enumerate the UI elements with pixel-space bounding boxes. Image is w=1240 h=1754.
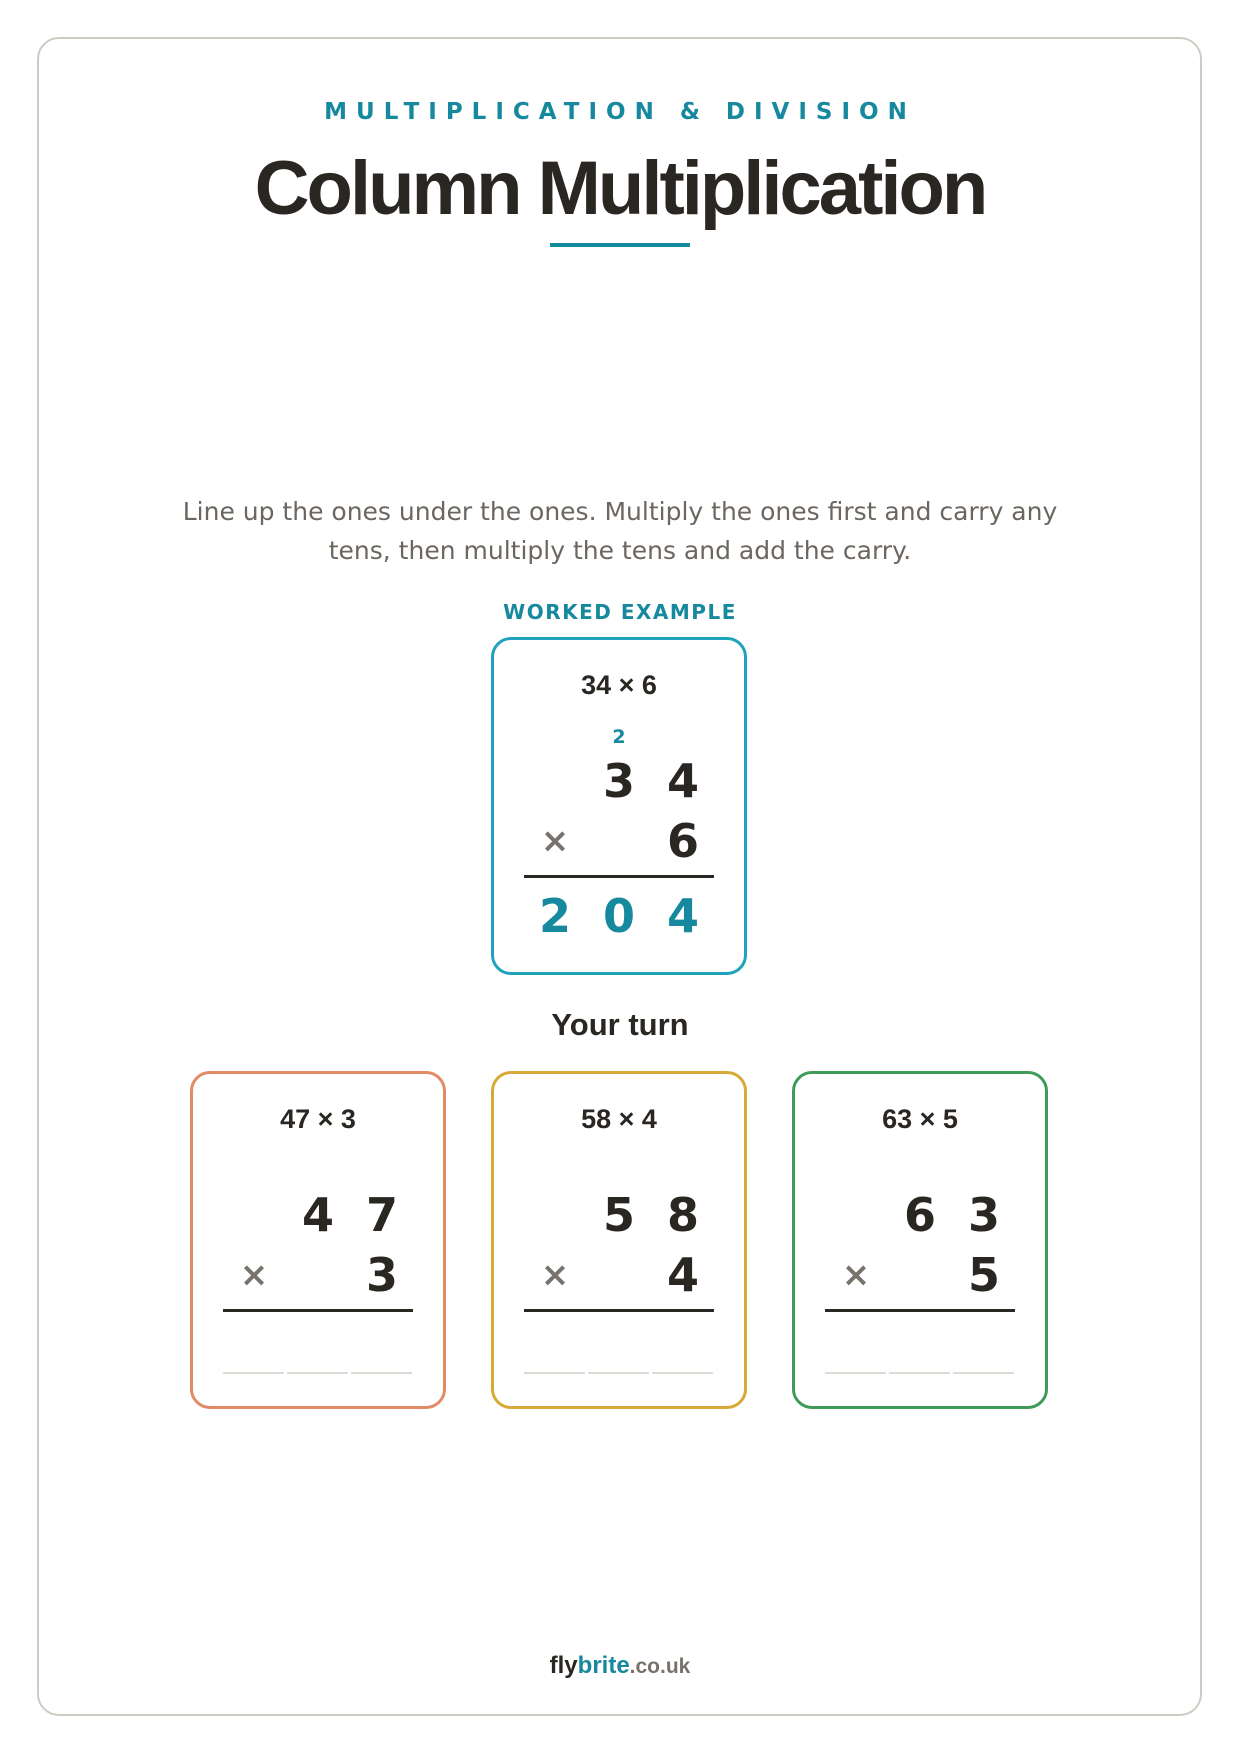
- problem-label: 58 × 4: [581, 1104, 657, 1134]
- problem-label: 63 × 5: [882, 1104, 958, 1134]
- worked-example-label: WORKED EXAMPLE: [503, 600, 737, 624]
- practice-card: [792, 1071, 1048, 1409]
- answer-blank-tens[interactable]: [287, 1372, 348, 1374]
- brand-domain: .co.uk: [629, 1655, 691, 1678]
- multiplier-digit: 3: [365, 1248, 398, 1302]
- times-icon: ×: [239, 1255, 269, 1295]
- answer-tens-digit: 0: [602, 889, 635, 943]
- answer-blank-ones[interactable]: [351, 1372, 412, 1374]
- answer-blank-tens[interactable]: [889, 1372, 950, 1374]
- answer-blank-hundreds[interactable]: [825, 1372, 886, 1374]
- answer-blank-tens[interactable]: [588, 1372, 649, 1374]
- instructions-text: Line up the ones under the ones. Multiply the ones first and carry any tens, then multiply the tens and add the carry.: [182, 497, 1058, 565]
- your-turn-heading: Your turn: [551, 1007, 689, 1042]
- multiplier-digit: 5: [967, 1248, 1000, 1302]
- title-underline: [550, 243, 690, 247]
- multiplier-digit: 6: [666, 814, 699, 868]
- brand-footer: [0, 1652, 1240, 1680]
- top-tens-digit: 5: [602, 1188, 635, 1242]
- answer-hundreds-digit: 2: [538, 889, 571, 943]
- practice-card: [491, 1071, 747, 1409]
- brand-brite: brite: [577, 1652, 630, 1679]
- page-title: Column Multiplication: [254, 146, 986, 231]
- worked-example-card: [491, 637, 747, 975]
- problem-label: 47 × 3: [280, 1104, 356, 1134]
- top-ones-digit: 4: [666, 754, 699, 808]
- times-icon: ×: [540, 821, 570, 861]
- topic-kicker: MULTIPLICATION & DIVISION: [324, 99, 916, 125]
- top-ones-digit: 8: [666, 1188, 699, 1242]
- answer-blank-hundreds[interactable]: [223, 1372, 284, 1374]
- times-icon: ×: [540, 1255, 570, 1295]
- top-tens-digit: 6: [903, 1188, 936, 1242]
- brand-fly: fly: [549, 1652, 578, 1679]
- carry-digit: 2: [612, 726, 626, 748]
- answer-blank-ones[interactable]: [652, 1372, 713, 1374]
- answer-rule: [223, 1309, 413, 1312]
- practice-card: [190, 1071, 446, 1409]
- answer-rule: [524, 1309, 714, 1312]
- top-tens-digit: 4: [301, 1188, 334, 1242]
- answer-blank-hundreds[interactable]: [524, 1372, 585, 1374]
- top-tens-digit: 3: [602, 754, 635, 808]
- answer-rule: [825, 1309, 1015, 1312]
- answer-ones-digit: 4: [666, 889, 699, 943]
- multiplier-digit: 4: [666, 1248, 699, 1302]
- answer-rule: [524, 875, 714, 878]
- problem-label: 34 × 6: [581, 670, 657, 700]
- top-ones-digit: 3: [967, 1188, 1000, 1242]
- answer-blank-ones[interactable]: [953, 1372, 1014, 1374]
- top-ones-digit: 7: [365, 1188, 398, 1242]
- times-icon: ×: [841, 1255, 871, 1295]
